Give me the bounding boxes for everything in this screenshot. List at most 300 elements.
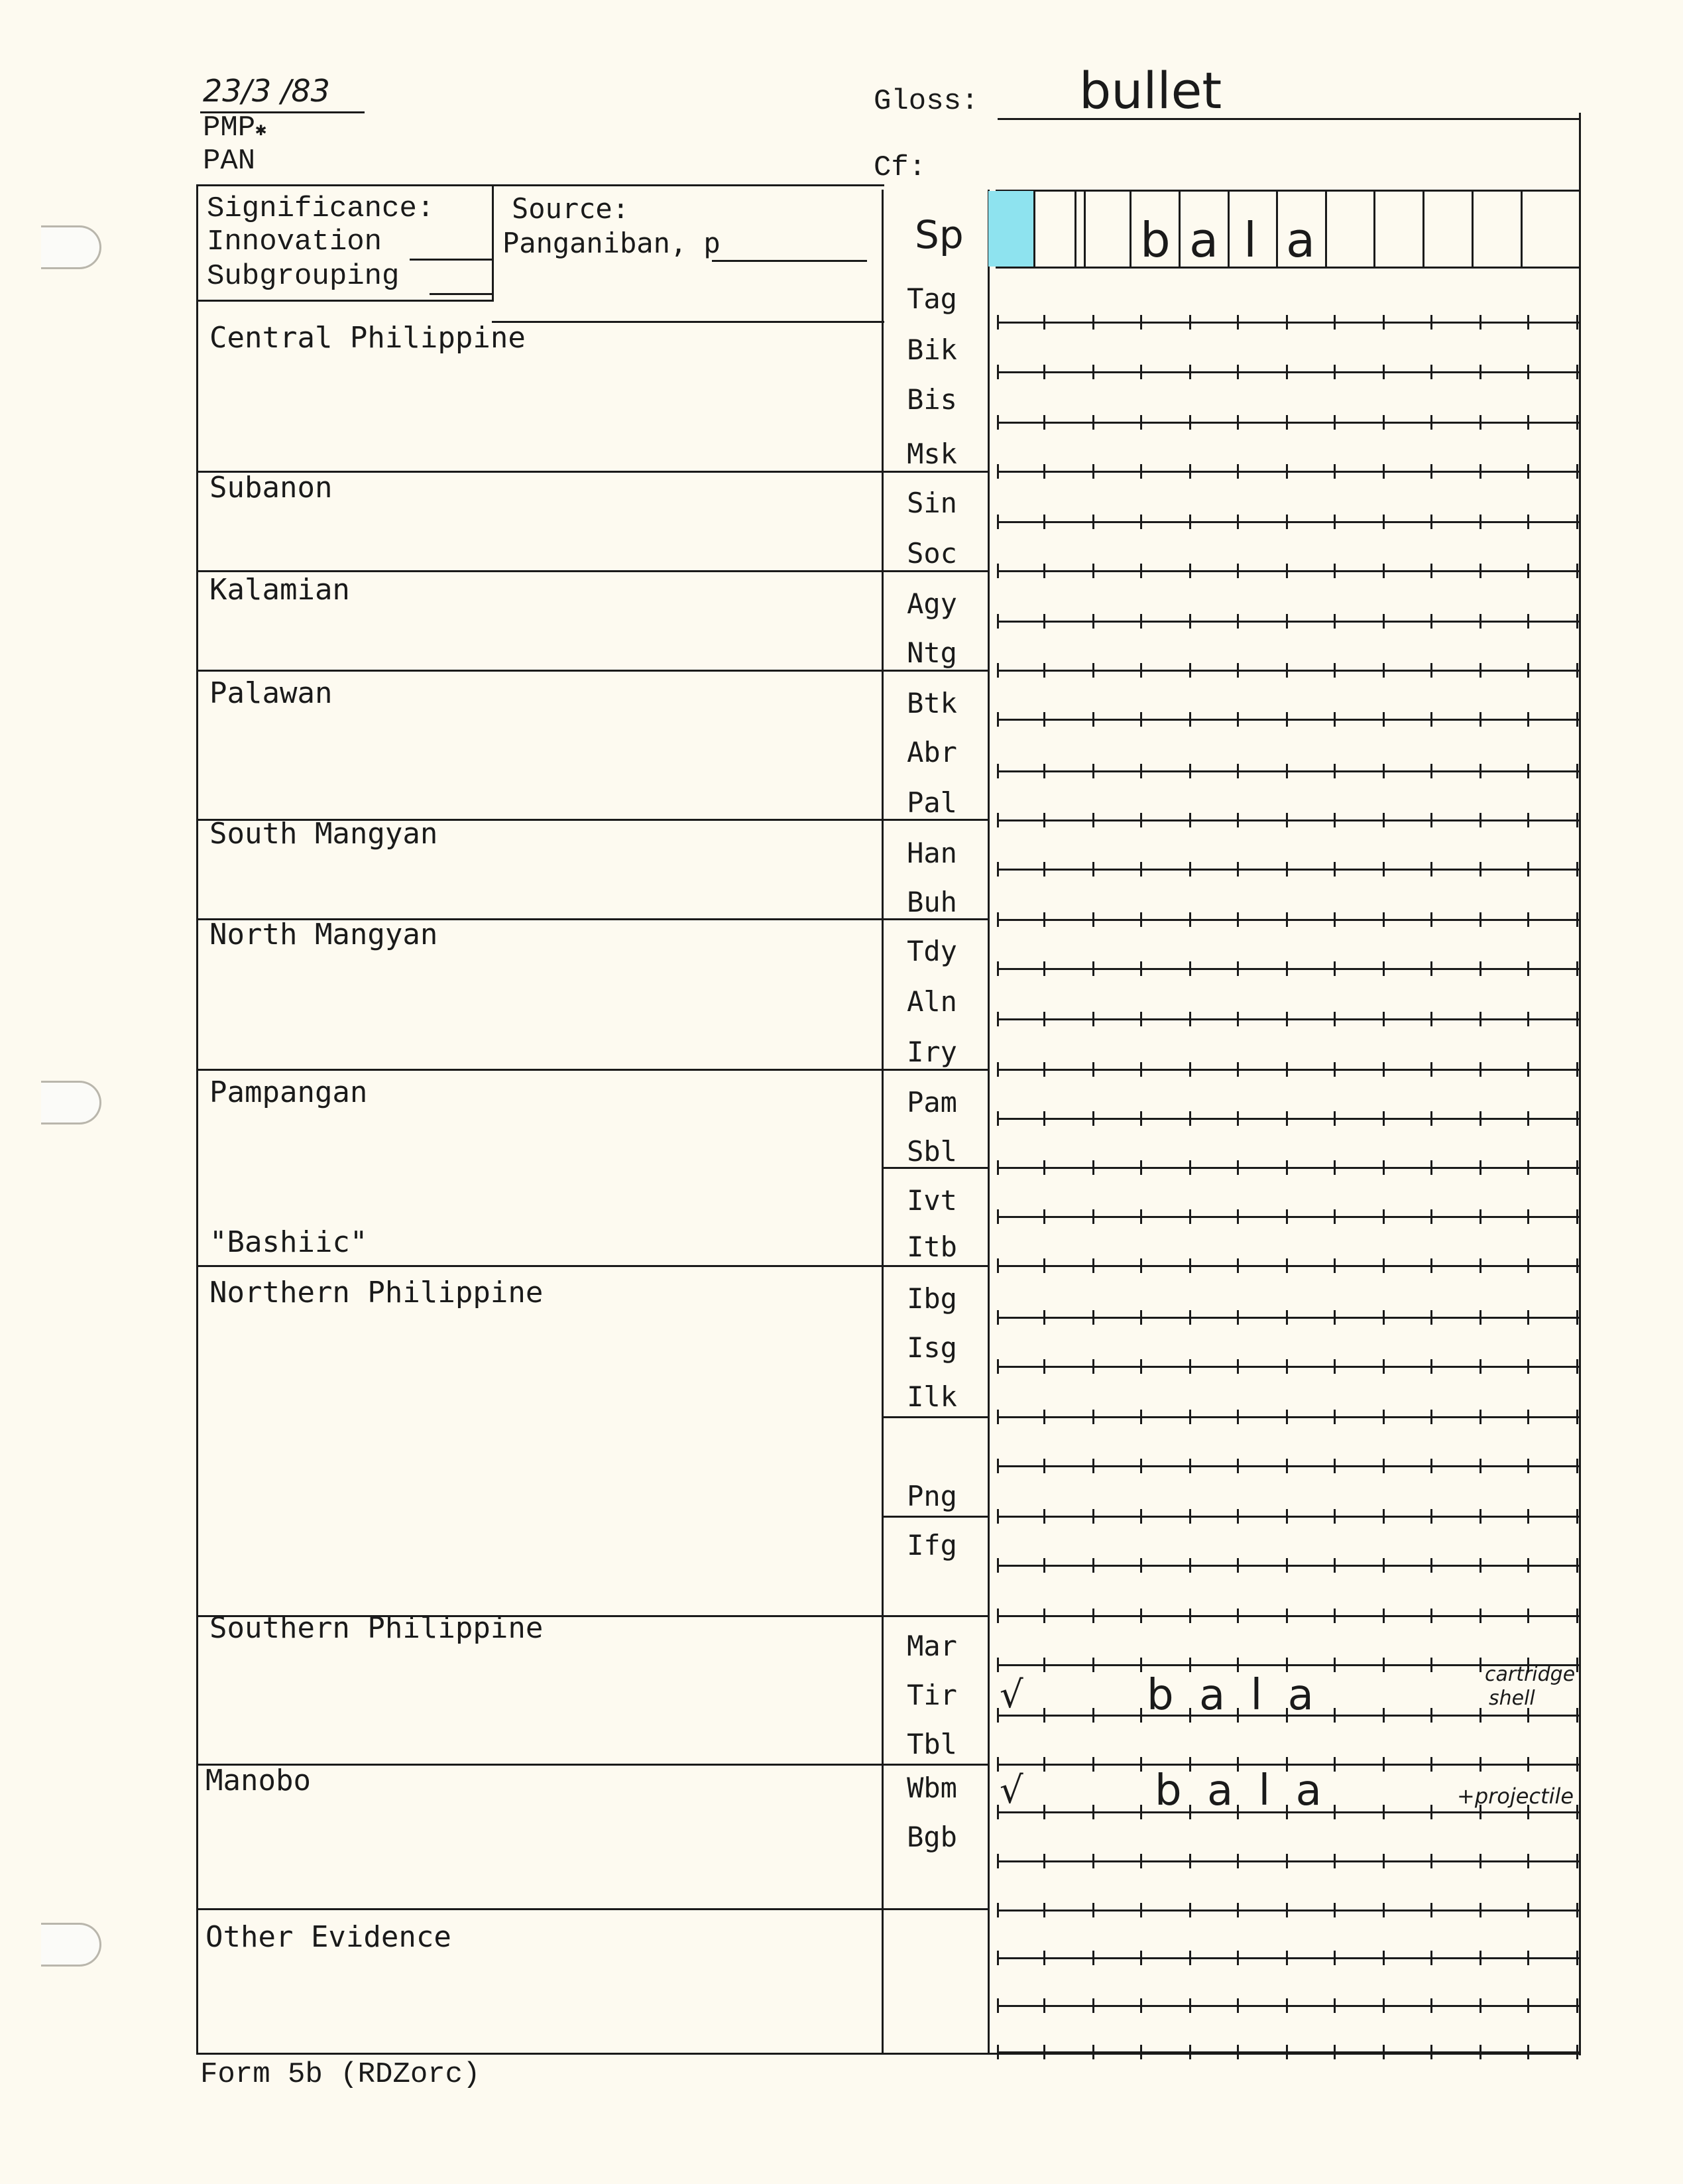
entry-line-bis[interactable]: [997, 422, 1580, 424]
tick-mark: [1383, 1410, 1385, 1424]
tick-mark: [1140, 1805, 1142, 1819]
tick-mark: [1383, 1903, 1385, 1917]
tick-mark: [1334, 1209, 1336, 1224]
tick-mark: [1383, 1359, 1385, 1374]
tick-mark: [1043, 813, 1045, 827]
tick-mark: [1189, 1459, 1191, 1473]
group-separator: [882, 1516, 989, 1518]
tick-mark: [1383, 1459, 1385, 1473]
tick-mark: [1286, 1608, 1288, 1623]
entry-line-soc[interactable]: [997, 570, 1580, 572]
tick-mark: [1286, 1998, 1288, 2013]
tick-mark: [1430, 1998, 1432, 2013]
tick-mark: [1043, 862, 1045, 877]
tick-mark: [1383, 1951, 1385, 1965]
tick-mark: [1430, 1459, 1432, 1473]
sp-letter: l: [1244, 212, 1257, 268]
lang-png: Png: [907, 1480, 957, 1512]
tick-mark: [1043, 1310, 1045, 1325]
tick-mark: [1480, 1111, 1481, 1126]
tick-mark: [1383, 614, 1385, 629]
tick-mark: [997, 1410, 999, 1424]
tick-mark: [1140, 564, 1142, 578]
tick-mark: [1576, 2045, 1578, 2059]
tick-mark: [1576, 1854, 1578, 1868]
tick-mark: [1527, 1359, 1529, 1374]
tick-mark: [1383, 365, 1385, 379]
tick-mark: [1286, 1012, 1288, 1026]
tick-mark: [1286, 515, 1288, 529]
entry-line-other-4[interactable]: [997, 2051, 1580, 2053]
tick-mark: [1334, 1258, 1336, 1273]
tick-mark: [997, 365, 999, 379]
tick-mark: [1576, 1062, 1578, 1077]
tick-mark: [1480, 415, 1481, 430]
lang-buh: Buh: [907, 886, 957, 918]
tick-mark: [1092, 1258, 1094, 1273]
tick-mark: [1140, 813, 1142, 827]
tick-mark: [1576, 1258, 1578, 1273]
tick-mark: [1480, 1757, 1481, 1772]
gloss-label: Gloss:: [874, 85, 979, 118]
tick-mark: [1189, 862, 1191, 877]
entry-line-bik[interactable]: [997, 371, 1580, 373]
tick-mark: [997, 912, 999, 927]
tick-mark: [1430, 813, 1432, 827]
tick-mark: [1576, 1558, 1578, 1573]
tick-mark: [1334, 1903, 1336, 1917]
tick-mark: [997, 1903, 999, 1917]
tick-mark: [1189, 712, 1191, 727]
tick-mark: [1140, 1998, 1142, 2013]
tick-mark: [1383, 2045, 1385, 2059]
lang-pam: Pam: [907, 1086, 957, 1119]
tick-mark: [1092, 1160, 1094, 1175]
tick-mark: [1043, 1658, 1045, 1672]
tick-mark: [1430, 712, 1432, 727]
tick-mark: [1092, 1951, 1094, 1965]
tick-mark: [1430, 365, 1432, 379]
tick-mark: [1334, 1359, 1336, 1374]
lang-ifg: Ifg: [907, 1529, 957, 1561]
sp-letter: a: [1286, 212, 1316, 268]
tick-mark: [1334, 1998, 1336, 2013]
tick-mark: [1043, 1062, 1045, 1077]
tick-mark: [1527, 1903, 1529, 1917]
tir-note-line2: shell: [1489, 1687, 1535, 1710]
tick-mark: [1430, 1903, 1432, 1917]
entry-line-ntg[interactable]: [997, 670, 1580, 672]
tick-mark: [1092, 1658, 1094, 1672]
tick-mark: [1430, 1359, 1432, 1374]
tick-mark: [1237, 1310, 1239, 1325]
tir-form-handwritten: b a l a: [1147, 1671, 1314, 1720]
tick-mark: [1527, 1998, 1529, 2013]
group-bashiic: "Bashiic": [209, 1225, 368, 1259]
entry-line-itb[interactable]: [997, 1265, 1580, 1267]
tick-mark: [1480, 1359, 1481, 1374]
tick-mark: [1237, 614, 1239, 629]
tick-mark: [1189, 1209, 1191, 1224]
tick-mark: [1527, 813, 1529, 827]
entry-line-other-3[interactable]: [997, 2005, 1580, 2007]
tick-mark: [1334, 712, 1336, 727]
entry-line-tbl[interactable]: [997, 1764, 1580, 1766]
entry-line-png[interactable]: [997, 1516, 1580, 1518]
tick-mark: [1334, 1608, 1336, 1623]
entry-line-isg[interactable]: [997, 1366, 1580, 1368]
tick-mark: [1189, 1160, 1191, 1175]
tick-mark: [1334, 1310, 1336, 1325]
entry-line-pam[interactable]: [997, 1118, 1580, 1120]
tick-mark: [1383, 764, 1385, 778]
entry-line-abr[interactable]: [997, 770, 1580, 772]
tick-mark: [1286, 1062, 1288, 1077]
entry-line-tag[interactable]: [997, 322, 1580, 324]
tick-mark: [1092, 415, 1094, 430]
entry-line-ibg[interactable]: [997, 1317, 1580, 1319]
sp-cell-divider: [1084, 191, 1086, 267]
tick-mark: [1334, 1459, 1336, 1473]
tick-mark: [1527, 663, 1529, 678]
sp-cell-divider: [1472, 191, 1474, 267]
source-box-bottom: [492, 321, 884, 323]
entry-line-ilk[interactable]: [997, 1416, 1580, 1418]
tick-mark: [1334, 1410, 1336, 1424]
tick-mark: [1237, 1951, 1239, 1965]
tick-mark: [1237, 1062, 1239, 1077]
tick-mark: [1527, 1509, 1529, 1524]
entry-line-han[interactable]: [997, 869, 1580, 871]
tick-mark: [997, 614, 999, 629]
tick-mark: [1383, 961, 1385, 976]
tick-mark: [1092, 1757, 1094, 1772]
cf-label: Cf:: [874, 151, 927, 184]
tick-mark: [1140, 1558, 1142, 1573]
tick-mark: [1576, 1359, 1578, 1374]
entry-line-ivt[interactable]: [997, 1216, 1580, 1218]
tir-check-mark: √: [1000, 1673, 1023, 1717]
tick-mark: [1576, 1951, 1578, 1965]
tick-mark: [1189, 1951, 1191, 1965]
tick-mark: [1430, 1310, 1432, 1325]
tick-mark: [1576, 764, 1578, 778]
tick-mark: [1383, 415, 1385, 430]
tick-mark: [1383, 1209, 1385, 1224]
tick-mark: [1189, 515, 1191, 529]
tick-mark: [1334, 1658, 1336, 1672]
tick-mark: [1237, 365, 1239, 379]
sig-box-divider: [492, 184, 494, 300]
group-separator: [882, 1416, 989, 1418]
tick-mark: [1480, 764, 1481, 778]
tick-mark: [1237, 515, 1239, 529]
tick-mark: [1092, 1209, 1094, 1224]
tick-mark: [1043, 1459, 1045, 1473]
tick-mark: [1043, 515, 1045, 529]
tick-mark: [997, 1111, 999, 1126]
tick-mark: [1527, 1209, 1529, 1224]
entry-line-aln[interactable]: [997, 1018, 1580, 1020]
tick-mark: [1334, 1757, 1336, 1772]
lang-iry: Iry: [907, 1036, 957, 1068]
tick-mark: [1334, 1558, 1336, 1573]
entry-line-sbl[interactable]: [997, 1167, 1580, 1169]
tick-mark: [1140, 315, 1142, 330]
tick-mark: [1092, 663, 1094, 678]
tick-mark: [1576, 1310, 1578, 1325]
tick-mark: [1237, 1998, 1239, 2013]
tick-mark: [1092, 515, 1094, 529]
tick-mark: [1576, 515, 1578, 529]
tick-mark: [1430, 1854, 1432, 1868]
column-divider-lang: [988, 190, 990, 2054]
sp-letter: b: [1140, 212, 1171, 268]
tick-mark: [1237, 1111, 1239, 1126]
tick-mark: [1480, 1209, 1481, 1224]
significance-label: Significance:: [207, 192, 435, 225]
tick-mark: [1286, 663, 1288, 678]
entry-line-other-2[interactable]: [997, 1957, 1580, 1959]
sp-cell-divider: [1179, 191, 1181, 267]
tick-mark: [1383, 912, 1385, 927]
tick-mark: [1527, 365, 1529, 379]
tick-mark: [1576, 1209, 1578, 1224]
tick-mark: [1043, 764, 1045, 778]
tick-mark: [1430, 1012, 1432, 1026]
group-kalamian: Kalamian: [209, 573, 350, 607]
tick-mark: [1140, 1658, 1142, 1672]
entry-line-agy[interactable]: [997, 621, 1580, 623]
tick-mark: [1383, 1012, 1385, 1026]
sp-cell-divider: [1276, 191, 1278, 267]
binder-hole-bottom: [41, 1923, 101, 1967]
tick-mark: [1527, 712, 1529, 727]
tick-mark: [1189, 1310, 1191, 1325]
lang-wbm: Wbm: [907, 1772, 957, 1804]
tick-mark: [1576, 712, 1578, 727]
tick-mark: [1576, 1757, 1578, 1772]
tick-mark: [1092, 1805, 1094, 1819]
tick-mark: [1140, 1608, 1142, 1623]
tir-note-line1: cartridge: [1485, 1663, 1576, 1686]
tick-mark: [1527, 1062, 1529, 1077]
tick-mark: [1430, 1757, 1432, 1772]
entry-line-sin[interactable]: [997, 521, 1580, 523]
subgrouping-blank[interactable]: [430, 293, 492, 295]
tick-mark: [1189, 2045, 1191, 2059]
tick-mark: [1480, 564, 1481, 578]
tick-mark: [1383, 515, 1385, 529]
source-page-blank[interactable]: [712, 260, 867, 262]
entry-line-other-1[interactable]: [997, 1910, 1580, 1911]
tick-mark: [1430, 614, 1432, 629]
tick-mark: [997, 564, 999, 578]
entry-line-tdy[interactable]: [997, 968, 1580, 970]
entry-line-buh[interactable]: [997, 919, 1580, 921]
tick-mark: [1140, 2045, 1142, 2059]
tick-mark: [1043, 1998, 1045, 2013]
tick-mark: [1189, 1509, 1191, 1524]
tick-mark: [1092, 1410, 1094, 1424]
tick-mark: [1480, 1310, 1481, 1325]
tick-mark: [1237, 464, 1239, 479]
tick-mark: [1430, 961, 1432, 976]
tick-mark: [997, 515, 999, 529]
tick-mark: [1140, 1012, 1142, 1026]
tick-mark: [1092, 1310, 1094, 1325]
gloss-value-handwritten[interactable]: bullet: [1079, 61, 1222, 120]
group-northern-philippine: Northern Philippine: [209, 1276, 544, 1309]
tick-mark: [1430, 663, 1432, 678]
tick-mark: [1043, 1805, 1045, 1819]
tick-mark: [1237, 1258, 1239, 1273]
tick-mark: [1189, 1558, 1191, 1573]
group-north-mangyan: North Mangyan: [209, 918, 438, 951]
tick-mark: [1092, 614, 1094, 629]
tick-mark: [1286, 813, 1288, 827]
tick-mark: [1430, 1608, 1432, 1623]
tick-mark: [1527, 1012, 1529, 1026]
tick-mark: [1189, 1258, 1191, 1273]
tick-mark: [1286, 1658, 1288, 1672]
lang-bik: Bik: [907, 334, 957, 366]
tick-mark: [1430, 315, 1432, 330]
tick-mark: [1092, 813, 1094, 827]
tick-mark: [1383, 1310, 1385, 1325]
tick-mark: [1140, 862, 1142, 877]
entry-line-ifg[interactable]: [997, 1565, 1580, 1567]
tick-mark: [1334, 2045, 1336, 2059]
tick-mark: [1527, 1160, 1529, 1175]
innovation-blank[interactable]: [410, 259, 492, 261]
tick-mark: [1383, 1658, 1385, 1672]
tick-mark: [1430, 1708, 1432, 1723]
group-separator: [196, 570, 989, 572]
tick-mark: [1189, 365, 1191, 379]
group-southern-philippine: Southern Philippine: [209, 1611, 544, 1645]
tick-mark: [1092, 961, 1094, 976]
tick-mark: [1480, 1509, 1481, 1524]
lang-tir: Tir: [907, 1679, 957, 1711]
date-handwritten: 23/3 /83: [203, 73, 330, 109]
tick-mark: [997, 1012, 999, 1026]
tick-mark: [997, 1805, 999, 1819]
tick-mark: [1189, 315, 1191, 330]
entry-line-ifg-2[interactable]: [997, 1615, 1580, 1617]
tick-mark: [1480, 712, 1481, 727]
entry-line-blank[interactable]: [997, 1465, 1580, 1467]
group-separator: [196, 1908, 989, 1910]
group-manobo: Manobo: [205, 1764, 311, 1797]
tick-mark: [1092, 1111, 1094, 1126]
tick-mark: [997, 862, 999, 877]
entry-line-iry[interactable]: [997, 1069, 1580, 1071]
tick-mark: [1576, 464, 1578, 479]
tick-mark: [1527, 1708, 1529, 1723]
subgrouping-label: Subgrouping: [207, 260, 400, 293]
tick-mark: [1043, 1558, 1045, 1573]
tick-mark: [1237, 415, 1239, 430]
tick-mark: [1576, 1998, 1578, 2013]
lang-ilk: Ilk: [907, 1380, 957, 1413]
lang-mar: Mar: [907, 1630, 957, 1662]
tick-mark: [1480, 464, 1481, 479]
tick-mark: [997, 315, 999, 330]
entry-line-bgb[interactable]: [997, 1860, 1580, 1862]
tick-mark: [1189, 1111, 1191, 1126]
tick-mark: [1576, 912, 1578, 927]
tick-mark: [997, 1608, 999, 1623]
tick-mark: [1576, 1410, 1578, 1424]
lang-han: Han: [907, 837, 957, 869]
tick-mark: [1237, 564, 1239, 578]
tick-mark: [1286, 862, 1288, 877]
sp-cell-divider: [1373, 191, 1375, 267]
tick-mark: [1334, 1854, 1336, 1868]
tick-mark: [1092, 912, 1094, 927]
tick-mark: [1140, 515, 1142, 529]
tick-mark: [1334, 365, 1336, 379]
tick-mark: [997, 961, 999, 976]
form-footer: Form 5b (RDZorc): [200, 2058, 481, 2091]
tick-mark: [1334, 1805, 1336, 1819]
lang-itb: Itb: [907, 1231, 957, 1263]
tick-mark: [1043, 1012, 1045, 1026]
tick-mark: [1383, 813, 1385, 827]
tick-mark: [1576, 315, 1578, 330]
tick-mark: [1043, 1757, 1045, 1772]
tick-mark: [1334, 464, 1336, 479]
tick-mark: [1480, 813, 1481, 827]
tick-mark: [1527, 515, 1529, 529]
tick-mark: [1237, 1359, 1239, 1374]
tick-mark: [1189, 1998, 1191, 2013]
tick-mark: [1043, 961, 1045, 976]
lang-aln: Aln: [907, 985, 957, 1018]
tick-mark: [1430, 1509, 1432, 1524]
tick-mark: [1480, 1258, 1481, 1273]
tick-mark: [1043, 315, 1045, 330]
tick-mark: [1189, 415, 1191, 430]
tick-mark: [1237, 1459, 1239, 1473]
tick-mark: [1334, 813, 1336, 827]
tick-mark: [997, 1854, 999, 1868]
tick-mark: [1334, 614, 1336, 629]
tick-mark: [1092, 1509, 1094, 1524]
tick-mark: [1480, 1558, 1481, 1573]
tick-mark: [1383, 1558, 1385, 1573]
group-central-philippine: Central Philippine: [209, 321, 526, 355]
tick-mark: [1140, 1509, 1142, 1524]
tick-mark: [1092, 764, 1094, 778]
tick-mark: [1480, 663, 1481, 678]
entry-line-pal[interactable]: [997, 819, 1580, 821]
tick-mark: [1480, 2045, 1481, 2059]
tick-mark: [1286, 1410, 1288, 1424]
tick-mark: [1140, 764, 1142, 778]
tick-mark: [1480, 961, 1481, 976]
entry-line-msk[interactable]: [997, 471, 1580, 473]
tick-mark: [1092, 2045, 1094, 2059]
tick-mark: [1576, 564, 1578, 578]
entry-line-btk[interactable]: [997, 719, 1580, 721]
wbm-check-mark: √: [1000, 1769, 1023, 1812]
tick-mark: [1430, 1209, 1432, 1224]
tick-mark: [1043, 1160, 1045, 1175]
tick-mark: [1140, 464, 1142, 479]
tick-mark: [1480, 365, 1481, 379]
